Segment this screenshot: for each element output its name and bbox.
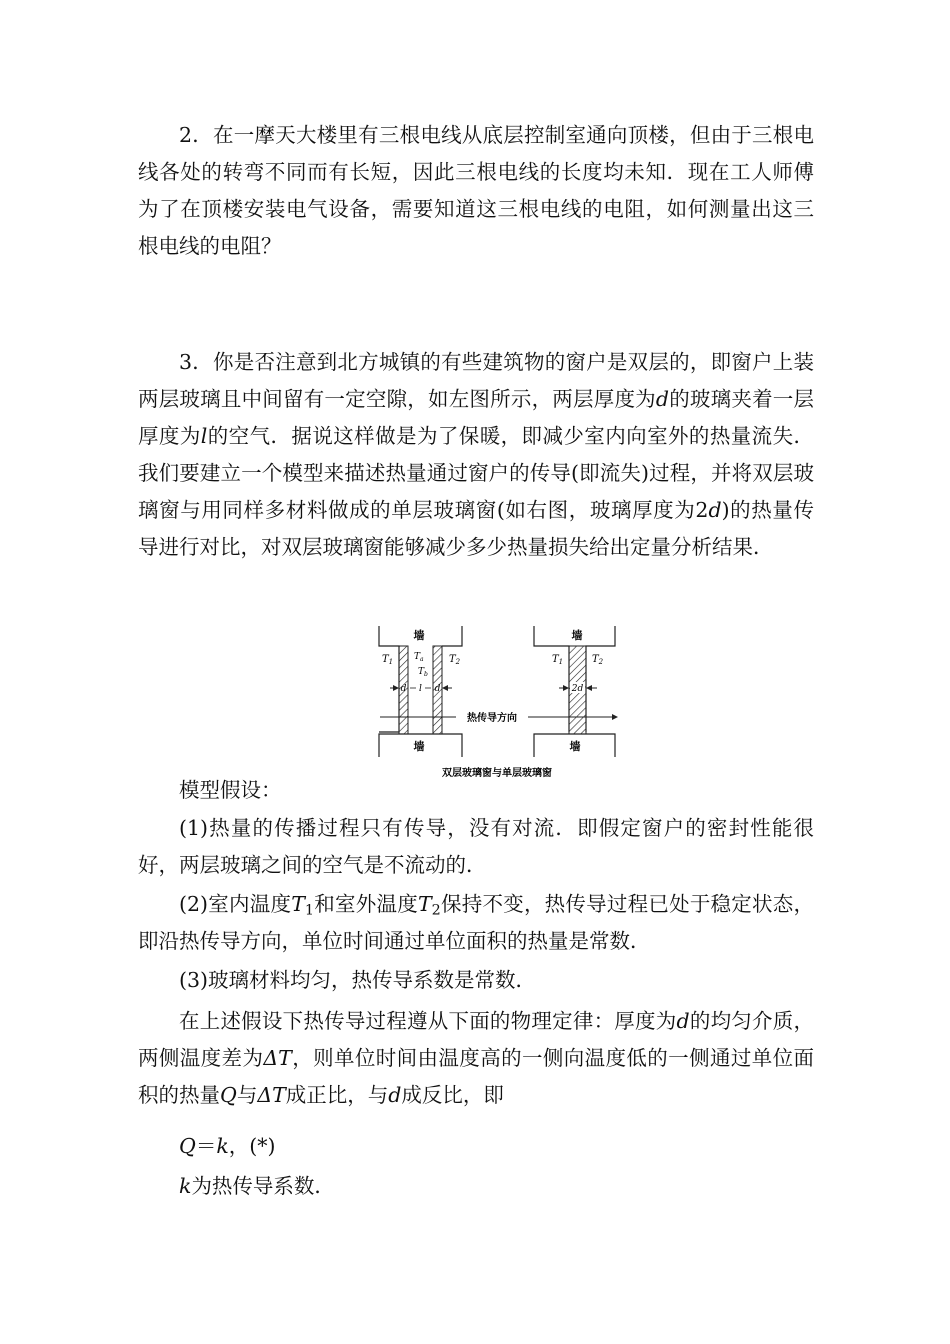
T1-var: T: [291, 892, 305, 916]
assumption-3-text: (3)玻璃材料均匀，热传导系数是常数．: [179, 968, 537, 992]
left-wall-top-outline-right: [442, 626, 462, 646]
law-d2: d: [388, 1083, 402, 1107]
val-2: 2: [695, 498, 709, 522]
law-d1: d: [676, 1009, 690, 1033]
left-wall-top-label: 墙: [413, 629, 425, 642]
right-wall-top-label: 墙: [571, 629, 583, 642]
left-d2: d: [434, 684, 441, 694]
T2-var: T: [417, 892, 432, 916]
problem-3-text-a: 你是否注意到北方城镇的有些建筑物的窗户是双层的，即窗户上装两层玻璃且中间留有一定空隙，如左图所示，两层厚度为: [138, 350, 815, 411]
formula-eq: ＝: [195, 1134, 217, 1158]
direction-label: 热传导方向: [467, 713, 517, 724]
left-T2: $T_2$: [449, 654, 461, 666]
kdef-k: k: [179, 1174, 192, 1198]
assumption-1-text: (1)热量的传播过程只有传导，没有对流．即假定窗户的密封性能很好，两层玻璃之间的空气是不流动的．: [138, 816, 814, 877]
kdef-text: 为热传导系数．: [191, 1174, 335, 1198]
law-p5: 成正比，与: [285, 1083, 389, 1107]
problem-2-number: 2．: [179, 123, 214, 147]
problem-2: [138, 117, 814, 265]
assumption-2-post: 保持不变，热传导过程已处于稳定状态，即沿热传导方向，单位时间通过单位面积的热量是常数．: [138, 892, 814, 953]
left-l: l: [419, 684, 422, 694]
right-T2: $T_2$: [592, 654, 604, 666]
formula: [138, 1128, 814, 1165]
val-d: d: [708, 498, 722, 522]
formula-k: k: [216, 1134, 229, 1158]
problem-3-text-d: )的热量传导进行对比，对双层玻璃窗能够减少多少热量损失给出定量分析结果．: [138, 498, 815, 559]
right-2d: 2d: [571, 684, 584, 694]
right-wall-bottom-label: 墙: [569, 740, 581, 753]
law-dT2: ΔT: [257, 1083, 286, 1107]
left-wall-top-outline: [379, 626, 399, 732]
formula-rest: ，(*): [228, 1134, 276, 1158]
problem-2-text: 在一摩天大楼里有三根电线从底层控制室通向顶楼，但由于三根电线各处的转弯不同而有长短，因此三根电线的长度均未知．现在工人师傅为了在顶楼安装电气设备，需要知道这三根电线的电阻，如何测量出这三根电线的电阻？: [138, 123, 815, 258]
law-p6: 成反比，即: [401, 1083, 504, 1107]
var-d: d: [655, 387, 669, 411]
T1-sub: 1: [304, 902, 315, 919]
problem-3-number: 3．: [179, 350, 214, 374]
figure-caption: 双层玻璃窗与单层玻璃窗: [442, 768, 552, 779]
assumption-2-mid: 和室外温度: [314, 892, 418, 916]
assumption-1: [138, 810, 814, 884]
Ta-label: $T_a$: [414, 652, 424, 663]
Tb-label: $T_b$: [418, 667, 428, 678]
assumptions-heading: 模型假设：: [179, 778, 282, 802]
law-dT1: ΔT: [263, 1046, 292, 1070]
right-wall-outline-left: [534, 626, 569, 732]
formula-Q: Q: [179, 1134, 196, 1158]
k-definition: [138, 1168, 814, 1205]
left-wall-bottom-label: 墙: [413, 740, 425, 753]
law-p2: 的均匀介质，两侧温度差为: [138, 1009, 814, 1070]
law-Q: Q: [220, 1083, 237, 1107]
assumption-3: [138, 962, 814, 999]
law-paragraph: [138, 1003, 814, 1114]
law-p1: 在上述假设下热传导过程遵从下面的物理定律：厚度为: [179, 1009, 677, 1033]
left-T1: $T_1$: [382, 654, 394, 666]
assumption-2-pre: (2)室内温度: [179, 892, 292, 916]
problem-3-text-b: 的玻璃夹着一层厚度为: [138, 387, 815, 448]
law-p3: ，则单位时间由温度高的一侧向温度低的一侧通过单位面积的热量: [138, 1046, 815, 1107]
var-l: l: [200, 424, 208, 448]
right-wall-outline-right: [586, 626, 615, 732]
window-diagram: [372, 624, 622, 784]
left-d1: d: [400, 684, 407, 694]
assumption-2: [138, 886, 814, 960]
problem-3-text-c: 的空气．据说这样做是为了保暖，即减少室内向室外的热量流失．我们要建立一个模型来描述热量通过窗户的传导(即流失)过程，并将双层玻璃窗与用同样多材料做成的单层玻璃窗(如右图，玻璃厚度为: [138, 424, 815, 522]
window-figure: [372, 624, 622, 784]
law-p4: 与: [236, 1083, 258, 1107]
T2-sub: 2: [431, 902, 441, 919]
problem-3: [138, 344, 814, 566]
right-T1: $T_1$: [552, 654, 564, 666]
